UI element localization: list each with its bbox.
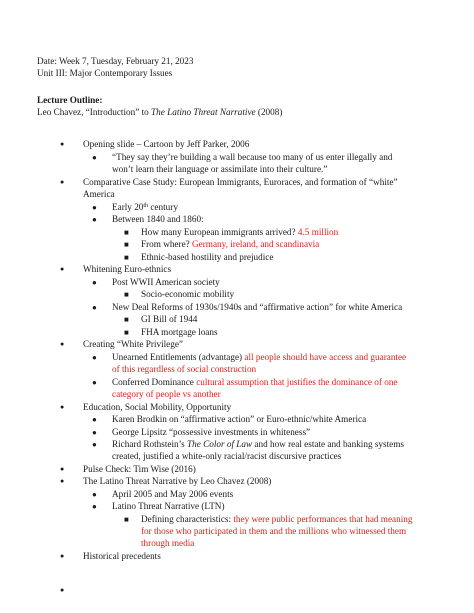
education-item: Education, Social Mobility, Opportunity [83, 402, 232, 412]
from-where-item [141, 239, 319, 250]
from-where-answer: Germany, ireland, and scandinavia [192, 239, 320, 249]
bullet-icon: ● [60, 403, 65, 411]
bullet-icon: ● [92, 428, 97, 437]
early-century-rest: century [148, 202, 178, 212]
conferred-note-1: cultural assumption that justifies the dominance of one [196, 377, 398, 387]
ltn-acronym-item: Latino Threat Narrative (LTN) [112, 501, 225, 511]
how-many-question: How many European immigrants arrived? [141, 227, 296, 237]
square-bullet-icon: ■ [124, 290, 129, 299]
bullet-icon: ● [60, 178, 65, 186]
square-bullet-icon: ■ [124, 240, 129, 249]
bullet-icon: ● [60, 477, 65, 485]
reading-title: The Latino Threat Narrative [151, 107, 256, 117]
new-deal-item: New Deal Reforms of 1930s/1940s and “affirmative action” for white America [112, 302, 403, 312]
bullet-icon: ● [92, 490, 97, 499]
socio-economic-item: Socio-economic mobility [141, 289, 235, 299]
bullet-icon: ● [60, 340, 65, 348]
bullet-icon: ● [60, 552, 65, 560]
how-many-answer: 4.5 million [297, 227, 339, 237]
bullet-icon: ● [92, 353, 97, 362]
bullet-icon: ● [92, 502, 97, 511]
lecture-outline-heading: Lecture Outline: [37, 95, 103, 105]
bullet-icon: ● [92, 415, 97, 424]
comparative-item-line-1: Comparative Case Study: European Immigrants, Euroraces, and formation of “white” [83, 177, 398, 187]
gi-bill-item: GI Bill of 1944 [141, 314, 198, 324]
ltn-events-item: April 2005 and May 2006 events [112, 489, 234, 499]
defining-note-3: through media [141, 538, 195, 548]
conferred-note-2: category of people vs another [112, 389, 221, 399]
bullet-icon: ● [60, 465, 65, 473]
historical-item: Historical precedents [83, 551, 161, 561]
square-bullet-icon: ■ [124, 315, 129, 324]
rothstein-line-2: created, justified a white-only racial/racist discursive practices [112, 451, 342, 461]
unit-line: Unit III: Major Contemporary Issues [37, 68, 173, 78]
bullet-icon: ● [60, 586, 65, 594]
early-century-text: Early 20 [112, 202, 144, 212]
bullet-icon: ● [92, 153, 97, 162]
ethnic-hostility-item: Ethnic-based hostility and prejudice [141, 252, 274, 262]
bullet-icon: ● [92, 303, 97, 312]
reading-author: Leo Chavez, “Introduction” to [37, 107, 152, 117]
comparative-item-line-2: America [83, 189, 115, 199]
rothstein-item [112, 439, 404, 450]
fha-item: FHA mortgage loans [141, 327, 218, 337]
reading-citation [37, 107, 282, 118]
pulse-check-item: Pulse Check: Tim Wise (2016) [83, 464, 196, 474]
rothstein-rest: and how real estate and banking systems [252, 439, 404, 449]
reading-year: (2008) [255, 107, 283, 117]
post-wwii-item: Post WWII American society [112, 277, 220, 287]
unearned-item [112, 352, 406, 363]
whitening-item: Whitening Euro-ethnics [83, 264, 172, 274]
bullet-icon: ● [92, 215, 97, 224]
early-century-item [112, 202, 178, 213]
defining-label: Defining characteristics: [141, 514, 232, 524]
early-century-superscript: th [143, 203, 149, 209]
opening-quote-line-2: won’t learn their language or assimilate into their culture.” [112, 164, 328, 174]
bullet-icon: ● [92, 440, 97, 449]
from-where-question: From where? [141, 239, 190, 249]
defining-item [141, 514, 412, 525]
bullet-icon: ● [92, 203, 97, 212]
how-many-item [141, 227, 338, 238]
conferred-item [112, 377, 398, 388]
bullet-icon: ● [60, 140, 65, 148]
ltn-item: The Latino Threat Narrative by Leo Chavez (2008) [83, 476, 272, 486]
unearned-note-2: of this regardless of social construction [112, 364, 257, 374]
date-line: Date: Week 7, Tuesday, February 21, 2023 [37, 56, 194, 66]
square-bullet-icon: ■ [124, 515, 129, 524]
brodkin-item: Karen Brodkin on “affirmative action” or Euro-ethnic/white America [112, 414, 367, 424]
square-bullet-icon: ■ [124, 328, 129, 337]
rothstein-title: The Color of Law [187, 439, 253, 449]
white-privilege-item: Creating “White Privilege” [83, 339, 184, 349]
unearned-note-1: all people should have access and guarantee [244, 352, 407, 362]
defining-note-2: for those who participated in them and the millions who witnessed them [141, 526, 407, 536]
square-bullet-icon: ■ [124, 253, 129, 262]
opening-slide-item: Opening slide – Cartoon by Jeff Parker, 2006 [83, 139, 250, 149]
defining-note-1: they were public performances that had meaning [233, 514, 413, 524]
lipsitz-item: George Lipsitz “possessive investments in whiteness” [112, 427, 311, 437]
bullet-icon: ● [60, 265, 65, 273]
bullet-icon: ● [92, 378, 97, 387]
opening-quote-line-1: “They say they’re building a wall because too many of us enter illegally and [112, 152, 393, 162]
rothstein-author: Richard Rothstein’s [112, 439, 188, 449]
between-years-item: Between 1840 and 1860: [112, 214, 204, 224]
conferred-label: Conferred Dominance [112, 377, 194, 387]
bullet-icon: ● [92, 278, 97, 287]
unearned-label: Unearned Entitlements (advantage) [112, 352, 243, 362]
square-bullet-icon: ■ [124, 228, 129, 237]
